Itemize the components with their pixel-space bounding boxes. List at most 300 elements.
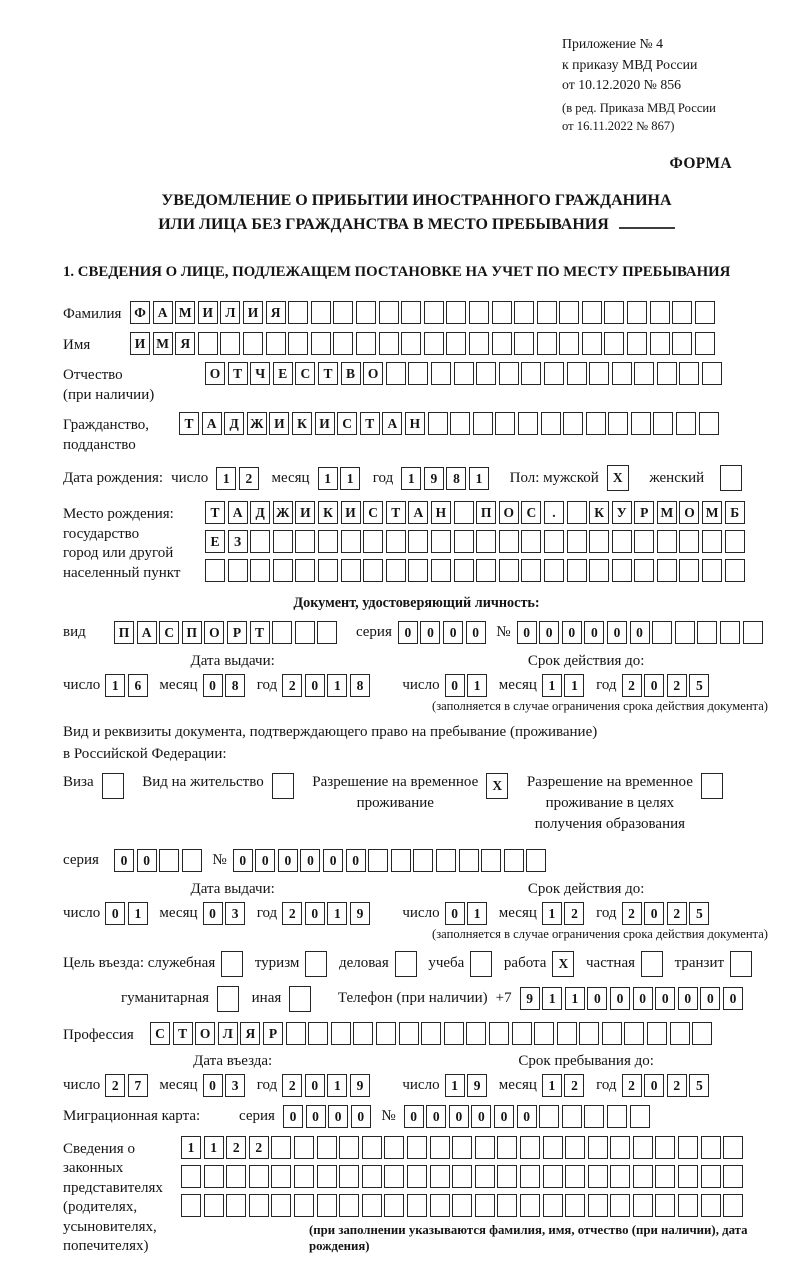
cell[interactable] bbox=[452, 1136, 472, 1159]
cell[interactable]: А bbox=[408, 501, 428, 524]
cell[interactable] bbox=[582, 332, 602, 355]
cell[interactable] bbox=[504, 849, 524, 872]
cell[interactable]: Ж bbox=[273, 501, 293, 524]
cell[interactable] bbox=[567, 530, 587, 553]
cell[interactable]: 2 bbox=[667, 902, 687, 925]
cell[interactable]: 0 bbox=[584, 621, 604, 644]
cell[interactable] bbox=[470, 951, 492, 977]
cell[interactable] bbox=[565, 1165, 585, 1188]
cell[interactable] bbox=[521, 362, 541, 385]
cell[interactable] bbox=[384, 1194, 404, 1217]
cell[interactable] bbox=[249, 1194, 269, 1217]
cell[interactable] bbox=[273, 530, 293, 553]
cell[interactable] bbox=[249, 1165, 269, 1188]
cell[interactable]: 1 bbox=[340, 467, 360, 490]
cell[interactable] bbox=[612, 559, 632, 582]
cell[interactable] bbox=[294, 1165, 314, 1188]
cell[interactable] bbox=[544, 530, 564, 553]
cell[interactable]: Н bbox=[405, 412, 425, 435]
cell[interactable] bbox=[318, 530, 338, 553]
cell[interactable]: 1 bbox=[542, 1074, 562, 1097]
cell[interactable]: 0 bbox=[562, 621, 582, 644]
cell[interactable]: 0 bbox=[426, 1105, 446, 1128]
cell[interactable] bbox=[407, 1165, 427, 1188]
cell[interactable]: 0 bbox=[137, 849, 157, 872]
cell[interactable]: С bbox=[521, 501, 541, 524]
cell[interactable] bbox=[567, 501, 587, 524]
cell[interactable] bbox=[679, 362, 699, 385]
cell[interactable] bbox=[634, 362, 654, 385]
cell[interactable] bbox=[481, 849, 501, 872]
cell[interactable] bbox=[720, 465, 742, 491]
cell[interactable] bbox=[499, 559, 519, 582]
cell[interactable] bbox=[567, 559, 587, 582]
cell[interactable]: 8 bbox=[225, 674, 245, 697]
cell[interactable] bbox=[492, 332, 512, 355]
cell[interactable] bbox=[631, 412, 651, 435]
cell[interactable]: 2 bbox=[105, 1074, 125, 1097]
cell[interactable]: И bbox=[269, 412, 289, 435]
cell[interactable]: Т bbox=[318, 362, 338, 385]
cell[interactable] bbox=[676, 412, 696, 435]
cell[interactable] bbox=[399, 1022, 419, 1045]
cell[interactable]: В bbox=[341, 362, 361, 385]
cell[interactable] bbox=[610, 1136, 630, 1159]
cell[interactable]: X bbox=[607, 465, 629, 491]
cell[interactable]: Т bbox=[179, 412, 199, 435]
cell[interactable] bbox=[650, 301, 670, 324]
cell[interactable]: 0 bbox=[700, 987, 720, 1010]
cell[interactable]: 1 bbox=[445, 1074, 465, 1097]
cell[interactable]: О bbox=[679, 501, 699, 524]
cell[interactable]: 0 bbox=[203, 902, 223, 925]
cell[interactable]: 0 bbox=[306, 1105, 326, 1128]
cell[interactable] bbox=[475, 1165, 495, 1188]
cell[interactable]: 2 bbox=[282, 1074, 302, 1097]
cell[interactable] bbox=[655, 1194, 675, 1217]
cell[interactable] bbox=[271, 1194, 291, 1217]
cell[interactable] bbox=[589, 362, 609, 385]
cell[interactable] bbox=[475, 1136, 495, 1159]
cell[interactable]: И bbox=[198, 301, 218, 324]
cell[interactable] bbox=[512, 1022, 532, 1045]
cell[interactable] bbox=[499, 362, 519, 385]
cell[interactable] bbox=[702, 362, 722, 385]
cell[interactable] bbox=[356, 301, 376, 324]
cell[interactable]: Л bbox=[218, 1022, 238, 1045]
cell[interactable]: 3 bbox=[225, 902, 245, 925]
cell[interactable]: Д bbox=[224, 412, 244, 435]
cell[interactable]: 0 bbox=[644, 1074, 664, 1097]
cell[interactable]: 2 bbox=[667, 674, 687, 697]
cell[interactable] bbox=[672, 301, 692, 324]
cell[interactable]: А bbox=[382, 412, 402, 435]
cell[interactable] bbox=[295, 621, 315, 644]
cell[interactable] bbox=[743, 621, 763, 644]
cell[interactable] bbox=[271, 1165, 291, 1188]
cell[interactable] bbox=[678, 1136, 698, 1159]
cell[interactable]: 2 bbox=[249, 1136, 269, 1159]
cell[interactable]: X bbox=[552, 951, 574, 977]
cell[interactable] bbox=[647, 1022, 667, 1045]
cell[interactable]: 0 bbox=[105, 902, 125, 925]
cell[interactable] bbox=[610, 1165, 630, 1188]
cell[interactable]: Я bbox=[175, 332, 195, 355]
cell[interactable] bbox=[386, 559, 406, 582]
cell[interactable] bbox=[379, 301, 399, 324]
cell[interactable]: 9 bbox=[520, 987, 540, 1010]
cell[interactable] bbox=[430, 1194, 450, 1217]
cell[interactable] bbox=[518, 412, 538, 435]
cell[interactable] bbox=[102, 773, 124, 799]
cell[interactable] bbox=[473, 412, 493, 435]
cell[interactable]: И bbox=[243, 301, 263, 324]
cell[interactable]: Л bbox=[220, 301, 240, 324]
cell[interactable] bbox=[356, 332, 376, 355]
cell[interactable] bbox=[567, 362, 587, 385]
cell[interactable]: 9 bbox=[350, 902, 370, 925]
cell[interactable]: 1 bbox=[105, 674, 125, 697]
cell[interactable] bbox=[430, 1165, 450, 1188]
cell[interactable] bbox=[250, 530, 270, 553]
cell[interactable] bbox=[452, 1165, 472, 1188]
cell[interactable]: 9 bbox=[424, 467, 444, 490]
cell[interactable] bbox=[608, 412, 628, 435]
cell[interactable]: 1 bbox=[318, 467, 338, 490]
cell[interactable]: М bbox=[657, 501, 677, 524]
cell[interactable] bbox=[497, 1136, 517, 1159]
cell[interactable] bbox=[181, 1194, 201, 1217]
cell[interactable] bbox=[250, 559, 270, 582]
cell[interactable]: 0 bbox=[351, 1105, 371, 1128]
cell[interactable] bbox=[431, 559, 451, 582]
cell[interactable]: И bbox=[130, 332, 150, 355]
cell[interactable]: 0 bbox=[443, 621, 463, 644]
cell[interactable]: К bbox=[292, 412, 312, 435]
cell[interactable]: 1 bbox=[467, 674, 487, 697]
cell[interactable] bbox=[333, 301, 353, 324]
cell[interactable]: 0 bbox=[404, 1105, 424, 1128]
cell[interactable]: И bbox=[341, 501, 361, 524]
cell[interactable]: 5 bbox=[689, 1074, 709, 1097]
cell[interactable]: 7 bbox=[128, 1074, 148, 1097]
cell[interactable] bbox=[181, 1165, 201, 1188]
cell[interactable] bbox=[384, 1136, 404, 1159]
cell[interactable] bbox=[295, 559, 315, 582]
cell[interactable]: Т bbox=[386, 501, 406, 524]
cell[interactable] bbox=[543, 1136, 563, 1159]
cell[interactable]: 1 bbox=[469, 467, 489, 490]
cell[interactable]: 1 bbox=[564, 674, 584, 697]
cell[interactable] bbox=[476, 530, 496, 553]
cell[interactable] bbox=[610, 1194, 630, 1217]
cell[interactable]: 2 bbox=[564, 902, 584, 925]
cell[interactable]: 1 bbox=[542, 674, 562, 697]
cell[interactable]: Я bbox=[240, 1022, 260, 1045]
cell[interactable]: 8 bbox=[350, 674, 370, 697]
cell[interactable]: 0 bbox=[610, 987, 630, 1010]
cell[interactable]: 0 bbox=[633, 987, 653, 1010]
cell[interactable] bbox=[701, 1194, 721, 1217]
cell[interactable]: 9 bbox=[467, 1074, 487, 1097]
cell[interactable] bbox=[408, 530, 428, 553]
cell[interactable]: 0 bbox=[300, 849, 320, 872]
cell[interactable]: П bbox=[114, 621, 134, 644]
cell[interactable]: 0 bbox=[346, 849, 366, 872]
cell[interactable] bbox=[454, 362, 474, 385]
cell[interactable] bbox=[701, 773, 723, 799]
cell[interactable] bbox=[431, 530, 451, 553]
cell[interactable]: Т bbox=[228, 362, 248, 385]
cell[interactable]: 1 bbox=[401, 467, 421, 490]
cell[interactable] bbox=[604, 332, 624, 355]
cell[interactable]: 0 bbox=[655, 987, 675, 1010]
cell[interactable] bbox=[588, 1194, 608, 1217]
cell[interactable]: А bbox=[137, 621, 157, 644]
cell[interactable]: И bbox=[315, 412, 335, 435]
cell[interactable] bbox=[723, 1136, 743, 1159]
cell[interactable]: Я bbox=[266, 301, 286, 324]
cell[interactable]: 2 bbox=[622, 902, 642, 925]
cell[interactable] bbox=[450, 412, 470, 435]
cell[interactable]: 2 bbox=[282, 674, 302, 697]
cell[interactable]: С bbox=[150, 1022, 170, 1045]
cell[interactable] bbox=[497, 1165, 517, 1188]
cell[interactable]: 0 bbox=[644, 902, 664, 925]
cell[interactable] bbox=[362, 1165, 382, 1188]
cell[interactable] bbox=[407, 1194, 427, 1217]
cell[interactable] bbox=[539, 1105, 559, 1128]
cell[interactable] bbox=[520, 1194, 540, 1217]
cell[interactable]: 2 bbox=[239, 467, 259, 490]
cell[interactable]: 1 bbox=[204, 1136, 224, 1159]
cell[interactable] bbox=[495, 412, 515, 435]
cell[interactable]: 0 bbox=[278, 849, 298, 872]
cell[interactable] bbox=[431, 362, 451, 385]
cell[interactable]: 0 bbox=[678, 987, 698, 1010]
cell[interactable] bbox=[543, 1194, 563, 1217]
cell[interactable] bbox=[723, 1194, 743, 1217]
cell[interactable] bbox=[670, 1022, 690, 1045]
cell[interactable] bbox=[469, 332, 489, 355]
cell[interactable] bbox=[430, 1136, 450, 1159]
cell[interactable] bbox=[657, 362, 677, 385]
cell[interactable]: О bbox=[204, 621, 224, 644]
cell[interactable]: З bbox=[228, 530, 248, 553]
cell[interactable] bbox=[679, 559, 699, 582]
cell[interactable] bbox=[702, 530, 722, 553]
cell[interactable]: 6 bbox=[128, 674, 148, 697]
cell[interactable] bbox=[421, 1022, 441, 1045]
cell[interactable] bbox=[408, 362, 428, 385]
cell[interactable] bbox=[454, 501, 474, 524]
cell[interactable] bbox=[401, 301, 421, 324]
cell[interactable] bbox=[271, 1136, 291, 1159]
cell[interactable] bbox=[655, 1136, 675, 1159]
cell[interactable] bbox=[589, 530, 609, 553]
cell[interactable] bbox=[272, 773, 294, 799]
cell[interactable]: 8 bbox=[446, 467, 466, 490]
cell[interactable] bbox=[469, 301, 489, 324]
cell[interactable]: Т bbox=[360, 412, 380, 435]
cell[interactable] bbox=[311, 332, 331, 355]
cell[interactable] bbox=[582, 301, 602, 324]
cell[interactable] bbox=[725, 559, 745, 582]
cell[interactable]: Р bbox=[227, 621, 247, 644]
cell[interactable]: 0 bbox=[328, 1105, 348, 1128]
cell[interactable] bbox=[565, 1194, 585, 1217]
cell[interactable] bbox=[702, 559, 722, 582]
cell[interactable] bbox=[655, 1165, 675, 1188]
cell[interactable] bbox=[341, 530, 361, 553]
cell[interactable] bbox=[288, 301, 308, 324]
cell[interactable] bbox=[723, 1165, 743, 1188]
cell[interactable] bbox=[521, 530, 541, 553]
cell[interactable] bbox=[362, 1136, 382, 1159]
cell[interactable]: Д bbox=[250, 501, 270, 524]
cell[interactable] bbox=[633, 1165, 653, 1188]
cell[interactable]: 2 bbox=[564, 1074, 584, 1097]
cell[interactable] bbox=[588, 1136, 608, 1159]
cell[interactable] bbox=[537, 301, 557, 324]
cell[interactable]: 5 bbox=[689, 902, 709, 925]
cell[interactable] bbox=[295, 530, 315, 553]
cell[interactable] bbox=[376, 1022, 396, 1045]
cell[interactable] bbox=[657, 559, 677, 582]
cell[interactable]: 1 bbox=[542, 987, 562, 1010]
cell[interactable] bbox=[730, 951, 752, 977]
cell[interactable]: 0 bbox=[305, 1074, 325, 1097]
cell[interactable] bbox=[228, 559, 248, 582]
cell[interactable] bbox=[692, 1022, 712, 1045]
cell[interactable] bbox=[537, 332, 557, 355]
cell[interactable]: А bbox=[228, 501, 248, 524]
cell[interactable]: 0 bbox=[445, 674, 465, 697]
cell[interactable] bbox=[286, 1022, 306, 1045]
cell[interactable]: О bbox=[195, 1022, 215, 1045]
cell[interactable]: 1 bbox=[542, 902, 562, 925]
cell[interactable] bbox=[384, 1165, 404, 1188]
cell[interactable] bbox=[363, 530, 383, 553]
cell[interactable]: 0 bbox=[305, 902, 325, 925]
cell[interactable] bbox=[353, 1022, 373, 1045]
cell[interactable] bbox=[311, 301, 331, 324]
cell[interactable] bbox=[720, 621, 740, 644]
cell[interactable] bbox=[331, 1022, 351, 1045]
cell[interactable] bbox=[452, 1194, 472, 1217]
cell[interactable] bbox=[408, 559, 428, 582]
cell[interactable] bbox=[520, 1136, 540, 1159]
cell[interactable] bbox=[476, 559, 496, 582]
cell[interactable] bbox=[701, 1165, 721, 1188]
cell[interactable]: Т bbox=[173, 1022, 193, 1045]
cell[interactable] bbox=[678, 1194, 698, 1217]
cell[interactable]: О bbox=[499, 501, 519, 524]
cell[interactable]: 1 bbox=[565, 987, 585, 1010]
cell[interactable]: 0 bbox=[203, 674, 223, 697]
cell[interactable] bbox=[697, 621, 717, 644]
cell[interactable] bbox=[444, 1022, 464, 1045]
cell[interactable]: 2 bbox=[622, 674, 642, 697]
cell[interactable]: Е bbox=[273, 362, 293, 385]
cell[interactable] bbox=[514, 332, 534, 355]
cell[interactable] bbox=[641, 951, 663, 977]
cell[interactable]: Ж bbox=[247, 412, 267, 435]
cell[interactable]: 0 bbox=[607, 621, 627, 644]
cell[interactable] bbox=[226, 1194, 246, 1217]
cell[interactable] bbox=[339, 1194, 359, 1217]
cell[interactable] bbox=[339, 1165, 359, 1188]
cell[interactable]: 0 bbox=[233, 849, 253, 872]
cell[interactable]: 0 bbox=[644, 674, 664, 697]
cell[interactable]: А bbox=[202, 412, 222, 435]
cell[interactable] bbox=[562, 1105, 582, 1128]
cell[interactable] bbox=[221, 951, 243, 977]
cell[interactable]: 0 bbox=[587, 987, 607, 1010]
cell[interactable]: 2 bbox=[282, 902, 302, 925]
cell[interactable] bbox=[226, 1165, 246, 1188]
cell[interactable]: М bbox=[702, 501, 722, 524]
cell[interactable] bbox=[363, 559, 383, 582]
cell[interactable] bbox=[446, 301, 466, 324]
cell[interactable] bbox=[634, 559, 654, 582]
cell[interactable] bbox=[544, 362, 564, 385]
cell[interactable]: Н bbox=[431, 501, 451, 524]
cell[interactable]: 1 bbox=[128, 902, 148, 925]
cell[interactable] bbox=[520, 1165, 540, 1188]
cell[interactable] bbox=[317, 1165, 337, 1188]
cell[interactable]: 0 bbox=[114, 849, 134, 872]
cell[interactable] bbox=[454, 530, 474, 553]
cell[interactable] bbox=[584, 1105, 604, 1128]
cell[interactable] bbox=[612, 362, 632, 385]
cell[interactable] bbox=[362, 1194, 382, 1217]
cell[interactable] bbox=[266, 332, 286, 355]
cell[interactable] bbox=[521, 559, 541, 582]
cell[interactable] bbox=[675, 621, 695, 644]
cell[interactable]: 0 bbox=[723, 987, 743, 1010]
cell[interactable] bbox=[428, 412, 448, 435]
cell[interactable]: 0 bbox=[449, 1105, 469, 1128]
cell[interactable]: К bbox=[318, 501, 338, 524]
cell[interactable] bbox=[273, 559, 293, 582]
cell[interactable] bbox=[557, 1022, 577, 1045]
cell[interactable] bbox=[294, 1194, 314, 1217]
cell[interactable]: 1 bbox=[467, 902, 487, 925]
cell[interactable] bbox=[413, 849, 433, 872]
cell[interactable] bbox=[424, 332, 444, 355]
cell[interactable] bbox=[436, 849, 456, 872]
cell[interactable]: 5 bbox=[689, 674, 709, 697]
cell[interactable] bbox=[459, 849, 479, 872]
cell[interactable]: 0 bbox=[445, 902, 465, 925]
cell[interactable]: М bbox=[153, 332, 173, 355]
cell[interactable] bbox=[588, 1165, 608, 1188]
cell[interactable] bbox=[586, 412, 606, 435]
cell[interactable] bbox=[634, 530, 654, 553]
cell[interactable]: 3 bbox=[225, 1074, 245, 1097]
cell[interactable]: 0 bbox=[517, 1105, 537, 1128]
cell[interactable] bbox=[333, 332, 353, 355]
cell[interactable] bbox=[182, 849, 202, 872]
cell[interactable] bbox=[317, 621, 337, 644]
cell[interactable] bbox=[633, 1136, 653, 1159]
cell[interactable] bbox=[294, 1136, 314, 1159]
cell[interactable] bbox=[198, 332, 218, 355]
cell[interactable]: 1 bbox=[327, 1074, 347, 1097]
cell[interactable] bbox=[650, 332, 670, 355]
cell[interactable]: 1 bbox=[327, 902, 347, 925]
